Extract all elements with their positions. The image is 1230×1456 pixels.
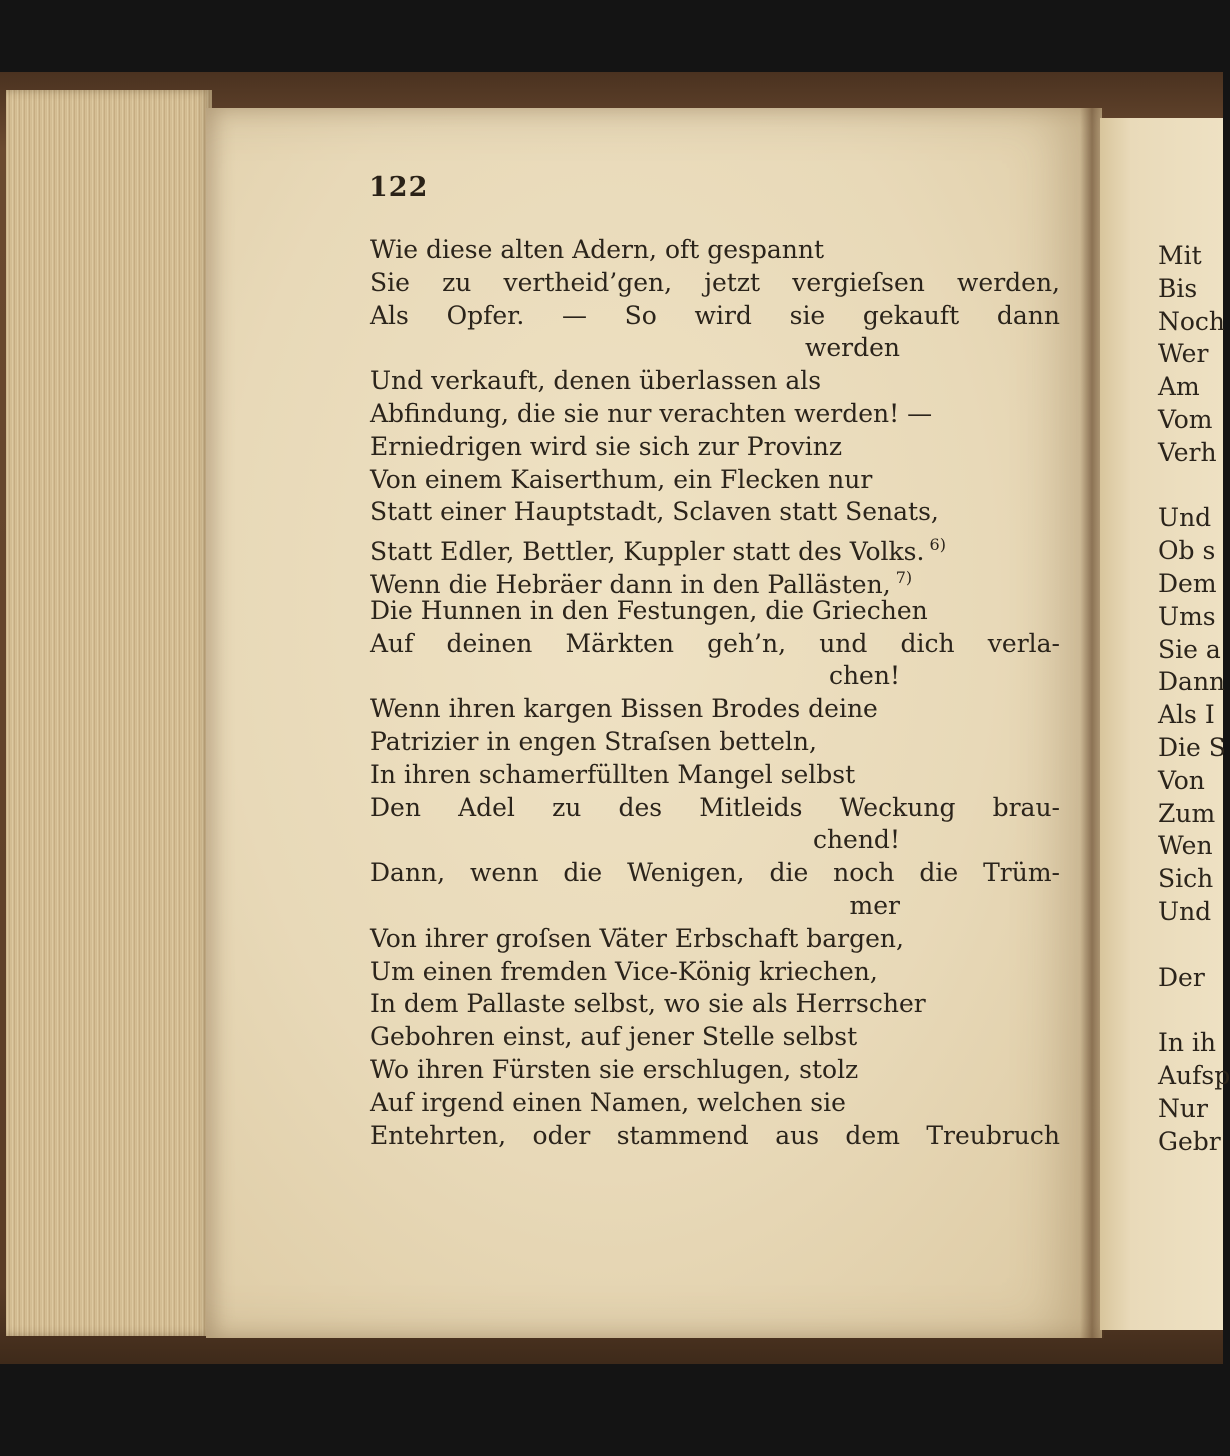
verse-line-text: In ihren schamerfüllten Mangel selbst	[370, 759, 856, 789]
verse-line	[370, 300, 1060, 333]
verse-line	[370, 365, 1060, 398]
right-page-line: Am	[1158, 372, 1200, 402]
verse-line	[370, 1087, 1060, 1120]
verse-line-text: werden	[804, 333, 900, 363]
verse-line-text: Dann, wenn die Wenigen, die noch die Trüm-	[370, 858, 1060, 888]
right-page-line: Mit	[1158, 241, 1202, 270]
right-page-line: Als I	[1158, 700, 1215, 730]
verse-line	[370, 267, 1060, 300]
right-page-line: Und	[1158, 896, 1212, 926]
right-page-line: Die S	[1158, 732, 1226, 762]
verse-line-text: chen!	[828, 661, 900, 691]
verse-line-text: Patrizier in engen Straſsen betteln,	[370, 726, 817, 756]
right-page-line: Von	[1158, 765, 1205, 795]
verse-line	[370, 529, 1060, 567]
verse-line	[370, 857, 1060, 890]
right-page-line: In ih	[1158, 1028, 1217, 1058]
verse-line-text: Entehrten, oder stammend aus dem Treubruch	[370, 1120, 1060, 1150]
right-page-text	[1158, 240, 1228, 1158]
verse-line-text: Von einem Kaiserthum, ein Flecken nur	[370, 464, 873, 494]
verse-line-text: Wie diese alten Adern, oft gespannt	[370, 235, 825, 264]
right-page-line: Sie a	[1158, 634, 1221, 664]
verse-line-text: In dem Pallaste selbst, wo sie als Herrscher	[370, 989, 926, 1019]
right-page-line: Dann	[1158, 667, 1226, 697]
verse-line	[370, 824, 1060, 857]
verse-line-text: Als Opfer. — So wird sie gekauft dann	[370, 300, 1060, 330]
verse-line-text: Sie zu vertheid’gen, jetzt vergieſsen werden,	[370, 267, 1060, 297]
verse-line-text: Statt einer Hauptstadt, Sclaven statt Senats,	[370, 497, 939, 527]
right-page-line: Nur	[1158, 1093, 1208, 1123]
verse-line	[370, 759, 1060, 792]
right-page-line: Sich	[1158, 864, 1214, 894]
verse-line	[370, 595, 1060, 628]
right-page-line: Wer	[1158, 339, 1209, 369]
verse-line-text: mer	[849, 890, 900, 920]
right-page-line	[1158, 994, 1228, 1027]
verse-line-text: Wo ihren Fürsten sie erschlugen, stolz	[370, 1054, 859, 1084]
right-page-line: Der	[1158, 962, 1205, 992]
verse-line-text: Und verkauft, denen überlassen als	[370, 366, 822, 396]
verse-line	[370, 398, 1060, 431]
verse-line	[370, 332, 1060, 365]
footnote-marker: 7)	[890, 567, 913, 587]
right-page-line: Ob s	[1158, 536, 1216, 566]
verse-line	[370, 431, 1060, 464]
right-page-line	[1158, 929, 1228, 962]
right-page-line: Verh	[1158, 437, 1217, 467]
right-page-line: Und	[1158, 503, 1212, 533]
verse-line	[370, 923, 1060, 956]
verse-line-text: Von ihrer groſsen Väter Erbschaft bargen,	[370, 923, 904, 953]
page-number: 122	[369, 172, 429, 203]
verse-line	[370, 234, 1060, 267]
right-page-line: Noch	[1158, 306, 1226, 336]
verse-line-text: Erniedrigen wird sie sich zur Provinz	[370, 431, 843, 461]
right-page-line: Vom	[1158, 404, 1213, 434]
verse-line-text: Die Hunnen in den Festungen, die Griechen	[370, 595, 928, 625]
verse-line	[370, 890, 1060, 923]
verse-line	[370, 792, 1060, 825]
verse-line	[370, 726, 1060, 759]
verse-line	[370, 660, 1060, 693]
right-page-line	[1158, 470, 1228, 503]
verse-line	[370, 956, 1060, 989]
verse-line-text: Gebohren einst, auf jener Stelle selbst	[370, 1022, 858, 1052]
verse-line-text: Um einen fremden Vice-König kriechen,	[370, 956, 878, 986]
verse-line-text: Auf deinen Märkten geh’n, und dich verla-	[370, 628, 1060, 658]
verse-text	[370, 234, 1060, 1152]
right-page-line: Ums	[1158, 601, 1216, 631]
verse-line-text: Wenn die Hebräer dann in den Pallästen,	[370, 569, 891, 599]
right-page-line: Wen	[1158, 831, 1213, 861]
verse-line	[370, 628, 1060, 661]
verse-line-text: Auf irgend einen Namen, welchen sie	[370, 1087, 846, 1117]
page-edges	[6, 90, 212, 1336]
right-page-line: Aufsp	[1158, 1060, 1230, 1090]
verse-line	[370, 496, 1060, 529]
verse-line-text: Statt Edler, Bettler, Kuppler statt des Volks.	[370, 537, 925, 567]
verse-line	[370, 464, 1060, 497]
verse-line	[370, 562, 1060, 599]
right-page-line: Gebr	[1158, 1126, 1221, 1156]
footnote-marker: 6)	[924, 535, 946, 555]
verse-line-text: Den Adel zu des Mitleids Weckung brau-	[370, 792, 1060, 822]
verse-line	[370, 1021, 1060, 1054]
verse-line	[370, 693, 1060, 726]
verse-line-text: Abfindung, die sie nur verachten werden! —	[370, 398, 933, 428]
verse-line	[370, 1054, 1060, 1087]
verse-line	[370, 988, 1060, 1021]
right-page-line: Dem	[1158, 568, 1217, 598]
right-page-line: Bis	[1158, 273, 1198, 303]
verse-line-text: Wenn ihren kargen Bissen Brodes deine	[370, 694, 878, 724]
verse-line	[370, 1120, 1060, 1153]
right-page-line: Zum	[1158, 798, 1216, 828]
verse-line-text: chend!	[812, 825, 900, 855]
